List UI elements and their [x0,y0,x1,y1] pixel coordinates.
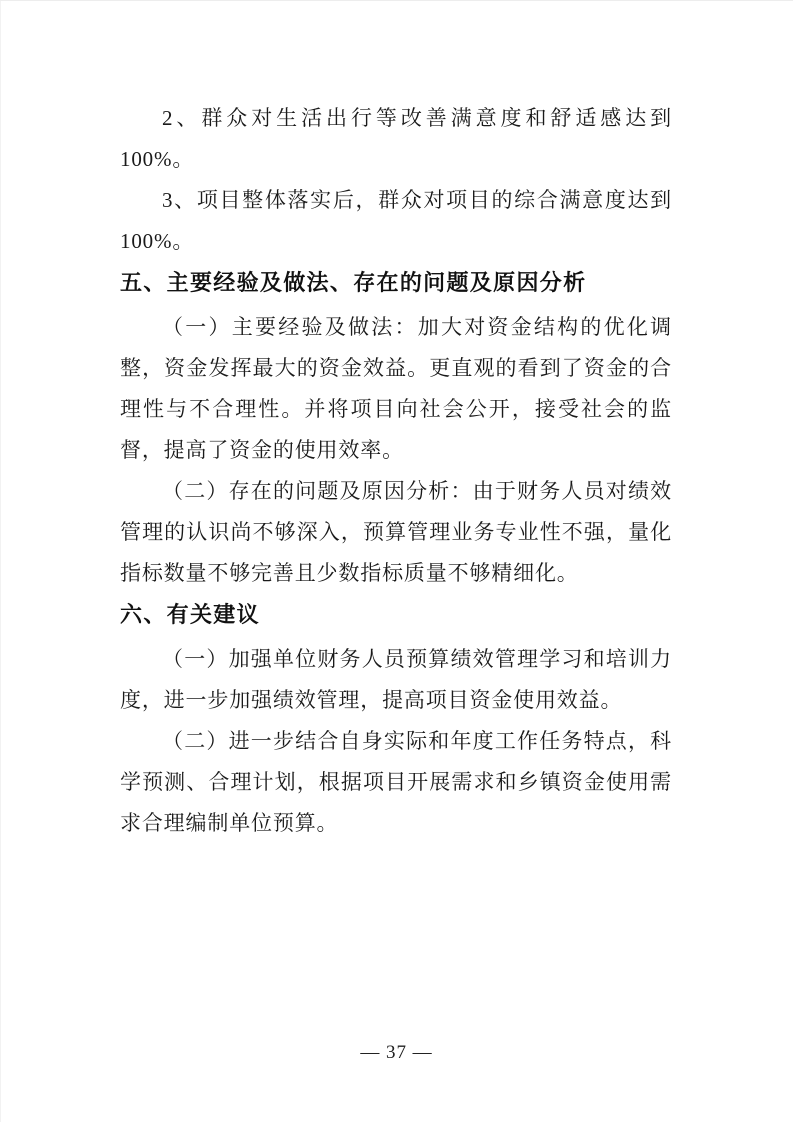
section-heading-6: 六、有关建议 [120,602,260,627]
body-paragraph: （一）主要经验及做法：加大对资金结构的优化调整，资金发挥最大的资金效益。更直观的看到了资金的合理性与不合理性。并将项目向社会公开，接受社会的监督，提高了资金的使用效率。 [120,315,672,462]
section-heading-5: 五、主要经验及做法、存在的问题及原因分析 [120,270,587,295]
page-number: — 37 — [360,1042,433,1063]
body-paragraph: 2、群众对生活出行等改善满意度和舒适感达到 100%。 [120,106,672,171]
body-paragraph: （二）存在的问题及原因分析：由于财务人员对绩效管理的认识尚不够深入，预算管理业务专业性不强，量化指标数量不够完善且少数指标质量不够精细化。 [120,479,672,585]
document-body [120,98,672,844]
body-paragraph: （一）加强单位财务人员预算绩效管理学习和培训力度，进一步加强绩效管理，提高项目资金使用效益。 [120,647,672,712]
body-paragraph: 3、项目整体落实后，群众对项目的综合满意度达到 100%。 [120,188,672,253]
body-paragraph: （二）进一步结合自身实际和年度工作任务特点，科学预测、合理计划，根据项目开展需求和乡镇资金使用需求合理编制单位预算。 [120,729,672,835]
